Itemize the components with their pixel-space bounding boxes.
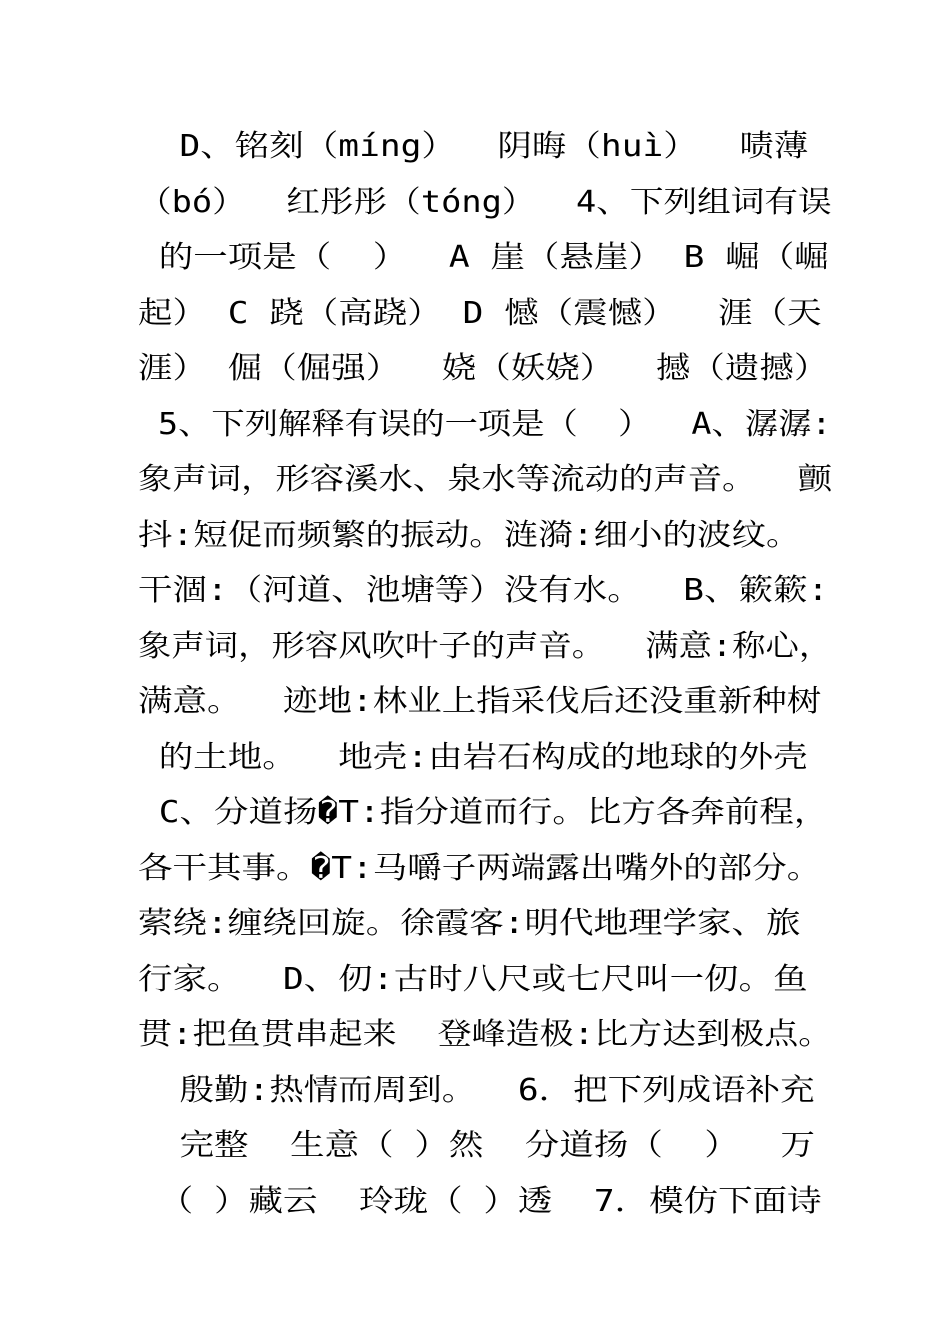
text-line-20: （ ）藏云 玲珑（ ）透 7．模仿下面诗 xyxy=(138,1184,822,1219)
text-line-18: 殷勤:热情而周到。 6．把下列成语补充 xyxy=(138,1073,815,1108)
text-line-7: 象声词，形容溪水、泉水等流动的声音。 颤 xyxy=(138,462,833,497)
text-line-1: D、铭刻（míng） 阴晦（huì） 啧薄 xyxy=(138,129,809,164)
text-line-3: 的一项是（ ） A 崖（悬崖） B 崛（崛 xyxy=(138,240,829,275)
text-line-10: 象声词，形容风吹叶子的声音。 满意:称心， xyxy=(138,629,833,664)
text-line-19: 完整 生意（ ）然 分道扬（ ） 万 xyxy=(138,1128,815,1163)
text-line-14: 各干其事。�T:马嚼子两端露出嘴外的部分。 xyxy=(138,851,822,886)
text-line-9: 干涸:（河道、池塘等）没有水。 B、簌簌: xyxy=(138,573,829,608)
text-line-16: 行家。 D、仞:古时八尺或七尺叫一仞。鱼 xyxy=(138,962,808,997)
text-line-6: 5、下列解释有误的一项是（ ） A、潺潺: xyxy=(138,407,832,442)
text-line-12: 的土地。 地壳:由岩石构成的地球的外壳 xyxy=(138,740,808,775)
text-line-2: （bó） 红彤彤（tóng） 4、下列组词有误 xyxy=(138,185,832,220)
text-line-4: 起） C 跷（高跷） D 憾（震憾） 涯（天 xyxy=(138,296,822,331)
text-line-8: 抖:短促而频繁的振动。涟漪:细小的波纹。 xyxy=(138,518,801,553)
text-line-13: C、分道扬�T:指分道而行。比方各奔前程， xyxy=(138,795,829,830)
text-line-17: 贯:把鱼贯串起来 登峰造极:比方达到极点。 xyxy=(138,1017,833,1052)
text-line-11: 满意。 迹地:林业上指采伐后还没重新种树 xyxy=(138,684,822,719)
text-line-15: 萦绕:缠绕回旋。徐霞客:明代地理学家、旅 xyxy=(138,906,801,941)
text-line-5: 涯） 倔（倔强） 娆（妖娆） 撼（遗撼） xyxy=(138,351,829,386)
